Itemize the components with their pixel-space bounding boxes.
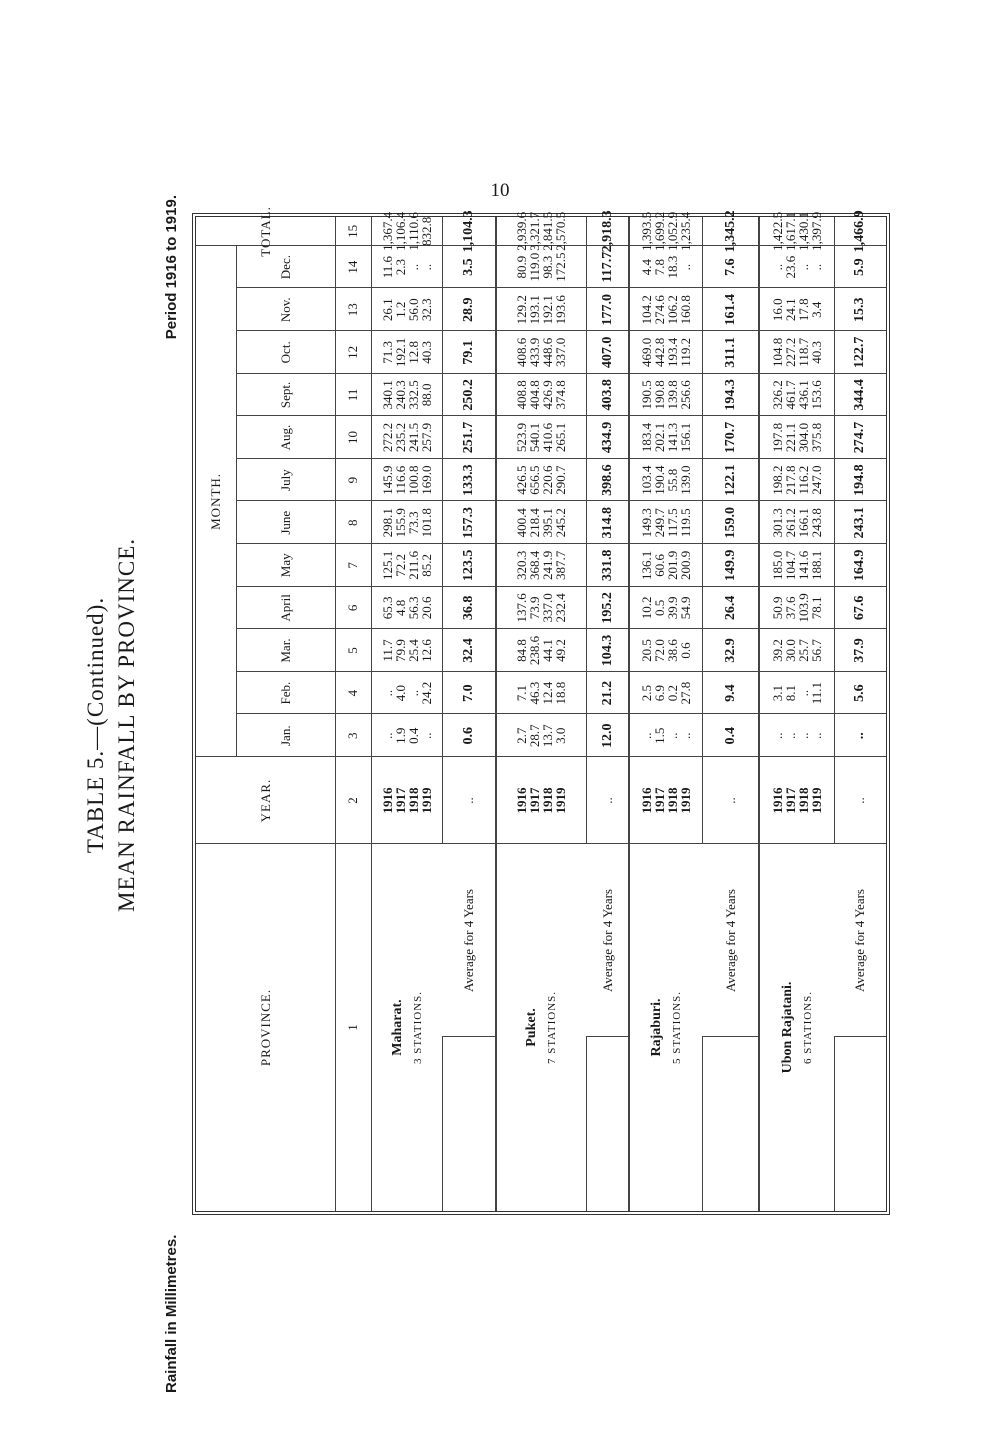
column-number-6: 6: [345, 604, 360, 612]
province-puket: [496, 844, 586, 1211]
month-values-5: 185.0 104.7 141.6 188.1: [769, 550, 824, 580]
period-note: Period 1916 to 1919.: [163, 195, 180, 340]
average-month-10: 79.1: [461, 340, 476, 365]
average-month-4: 67.6: [852, 595, 867, 621]
column-number-8: 8: [345, 519, 360, 526]
month-label-3: Mar.: [277, 638, 293, 663]
average-year: ..: [852, 797, 867, 804]
month-values-5: 320.3 368.4 241.9 387.7: [514, 550, 568, 580]
average-month-4: 195.2: [599, 592, 615, 624]
month-values-10: 104.8 227.2 118.7 40.3: [769, 337, 824, 367]
station-count: 3 STATIONS.: [411, 990, 424, 1065]
month-values-3: 84.8 238.6 44.1 49.2: [514, 635, 568, 666]
average-year: ..: [599, 797, 615, 804]
province-name: Maharat.: [389, 999, 405, 1056]
province-rajaburi: [629, 844, 702, 1211]
average-month-10: 311.1: [722, 336, 738, 368]
month-values-7: 145.9 116.6 100.8 169.0: [379, 465, 434, 495]
average-spacer: [442, 1037, 496, 1211]
month-label-8: Aug.: [277, 424, 293, 451]
month-values-9: 326.2 461.7 436.1 153.6: [769, 380, 824, 410]
average-month-3: 32.4: [461, 638, 476, 663]
month-values-11: 16.0 24.1 17.8 3.4: [769, 298, 824, 322]
page-number: 10: [490, 180, 510, 201]
station-count: 5 STATIONS.: [670, 990, 683, 1065]
average-month-11: 161.4: [722, 293, 738, 326]
average-month-11: 177.0: [599, 293, 615, 326]
total-values: 1,422.5 1,617.1 1,430.1 1,397.9: [769, 211, 824, 251]
average-month-4: 36.8: [461, 595, 476, 621]
year-list: 1916 1917 1918 1919: [769, 787, 824, 814]
units-note: Rainfall in Millimetres.: [163, 1234, 180, 1393]
month-values-4: 137.6 73.9 337.0 232.4: [514, 593, 568, 623]
month-values-4: 10.2 0.5 39.9 54.9: [638, 596, 693, 620]
month-values-2: .. 4.0 .. 24.2: [379, 681, 434, 705]
month-values-10: 469.0 442.8 193.4 119.2: [638, 337, 693, 367]
month-values-11: 129.2 193.1 192.1 193.6: [514, 295, 568, 325]
month-values-1: 2.7 28.7 13.7 3.0: [514, 724, 568, 748]
month-values-3: 20.5 72.0 38.6 0.6: [638, 639, 693, 662]
month-values-5: 125.1 72.2 211.6 85.2: [379, 550, 434, 580]
month-label-4: April: [277, 594, 293, 622]
month-values-9: 340.1 240.3 332.5 88.0: [379, 380, 434, 410]
month-values-3: 11.7 79.9 25.4 12.6: [379, 639, 434, 662]
average-label: Average for 4 Years: [599, 889, 615, 993]
month-values-8: 197.8 221.1 304.0 375.8: [769, 422, 824, 453]
average-spacer: [586, 1037, 629, 1211]
average-month-5: 123.5: [461, 549, 476, 582]
station-count: 6 STATIONS.: [801, 990, 814, 1065]
year-header: YEAR.: [257, 778, 273, 823]
average-month-9: 194.3: [722, 379, 738, 411]
month-values-1: .. 1.5 .. ..: [638, 727, 693, 744]
average-month-6: 159.0: [722, 506, 738, 539]
average-month-6: 243.1: [852, 506, 867, 539]
month-label-2: Feb.: [277, 681, 293, 705]
average-month-8: 434.9: [599, 421, 615, 454]
year-list: 1916 1917 1918 1919: [514, 787, 568, 814]
average-total: 1,104.3: [461, 210, 476, 253]
month-label-7: July: [277, 469, 293, 491]
average-year: ..: [722, 797, 738, 804]
month-label-6: June: [277, 510, 293, 535]
total-header: TOTAL.: [257, 206, 273, 257]
average-month-11: 28.9: [461, 297, 476, 322]
month-values-9: 190.5 190.8 139.8 256.6: [638, 380, 693, 410]
province-header: PROVINCE.: [257, 988, 273, 1067]
rainfall-table: [192, 206, 890, 1215]
average-month-5: 149.9: [722, 549, 738, 582]
column-number-10: 10: [345, 431, 360, 445]
month-values-4: 50.9 37.6 103.9 78.1: [769, 593, 824, 623]
month-label-10: Oct.: [277, 341, 293, 364]
average-month-12: 7.6: [722, 258, 738, 276]
month-values-8: 523.9 540.1 410.6 265.1: [514, 422, 568, 453]
month-values-10: 71.3 192.1 12.8 40.3: [379, 337, 434, 367]
station-count: 7 STATIONS.: [546, 990, 558, 1065]
average-month-3: 32.9: [722, 638, 738, 663]
average-month-9: 250.2: [461, 379, 476, 411]
column-number-12: 12: [345, 345, 360, 359]
month-values-1: .. 1.9 0.4 ..: [379, 727, 434, 744]
average-month-2: 5.6: [852, 684, 867, 702]
month-values-10: 408.6 433.9 448.6 337.0: [514, 337, 568, 367]
province-name: Puket.: [524, 1008, 539, 1047]
average-month-1: 0.4: [722, 726, 738, 745]
column-number-7: 7: [345, 562, 360, 569]
average-total: 2,918.3: [599, 210, 615, 253]
average-month-9: 344.4: [852, 379, 867, 411]
month-values-6: 149.3 249.7 117.5 119.5: [638, 508, 693, 538]
month-label-1: Jan.: [277, 725, 293, 746]
total-values: 2,939.6 3,321.7 2,841.5 2,570.5: [514, 211, 568, 251]
column-number-13: 13: [345, 303, 360, 317]
average-month-7: 194.8: [852, 464, 867, 496]
month-values-9: 408.8 404.8 426.9 374.8: [514, 380, 568, 410]
average-month-12: 3.5: [461, 258, 476, 276]
total-values: 1,367.4 1,106.4 1,110.6 832.8: [379, 211, 434, 251]
average-month-1: 12.0: [599, 723, 615, 748]
month-values-11: 26.1 1.2 56.0 32.3: [379, 298, 434, 322]
average-month-9: 403.8: [599, 379, 615, 411]
average-year: ..: [461, 797, 476, 804]
average-month-7: 133.3: [461, 464, 476, 496]
average-month-12: 117.7: [599, 251, 615, 283]
average-month-4: 26.4: [722, 595, 738, 621]
month-values-8: 183.4 202.1 141.3 156.1: [638, 422, 693, 453]
month-label-12: Dec.: [277, 255, 293, 280]
average-label: Average for 4 Years: [461, 889, 476, 993]
month-label-5: May: [277, 553, 293, 578]
total-values: 1,393.5 1,699.2 1,052.9 1,235.4: [638, 211, 693, 251]
year-list: 1916 1917 1918 1919: [379, 787, 434, 814]
average-total: 1,345.2: [722, 210, 738, 253]
column-number-5: 5: [345, 647, 360, 654]
month-values-1: .. .. .. ..: [769, 732, 824, 739]
column-number-9: 9: [345, 476, 360, 484]
year-list: 1916 1917 1918 1919: [638, 787, 693, 814]
average-spacer: [834, 1037, 886, 1211]
column-number-1: 1: [345, 1024, 360, 1031]
average-label: Average for 4 Years: [852, 889, 867, 993]
month-values-12: 11.6 2.3 .. ..: [379, 255, 434, 279]
average-month-10: 407.0: [599, 336, 615, 369]
column-number-14: 14: [345, 260, 360, 274]
month-label-9: Sept.: [277, 381, 293, 409]
month-values-5: 136.1 60.6 201.9 200.9: [638, 550, 693, 580]
column-number-4: 4: [345, 689, 360, 697]
average-month-10: 122.7: [852, 336, 867, 369]
month-label-11: Nov.: [277, 297, 293, 323]
average-spacer: [702, 1037, 759, 1211]
average-month-6: 157.3: [461, 506, 476, 539]
table-subtitle: MEAN RAINFALL BY PROVINCE.: [114, 538, 139, 912]
month-values-2: 3.1 8.1 .. 11.1: [769, 681, 824, 705]
average-month-8: 251.7: [461, 421, 476, 454]
average-month-11: 15.3: [852, 297, 867, 322]
month-values-12: .. 23.6 .. ..: [769, 255, 824, 279]
average-month-5: 331.8: [599, 549, 615, 582]
column-number-2: 2: [345, 797, 360, 804]
average-month-3: 104.3: [599, 634, 615, 667]
average-month-6: 314.8: [599, 506, 615, 539]
month-values-6: 301.3 261.2 166.1 243.8: [769, 508, 824, 538]
month-values-8: 272.2 235.2 241.5 257.9: [379, 422, 434, 453]
average-month-1: ..: [852, 732, 867, 740]
average-month-1: 0.6: [461, 726, 476, 745]
average-month-8: 274.7: [852, 421, 867, 454]
column-number-11: 11: [345, 388, 360, 402]
month-values-2: 7.1 46.3 12.4 18.8: [514, 681, 568, 705]
average-month-2: 21.2: [599, 680, 615, 706]
average-month-3: 37.9: [852, 638, 867, 663]
month-header: MONTH.: [208, 472, 223, 530]
column-number-15: 15: [345, 224, 360, 238]
month-values-3: 39.2 30.0 25.7 56.7: [769, 639, 824, 662]
average-month-8: 170.7: [722, 421, 738, 454]
month-values-2: 2.5 6.9 0.2 27.8: [638, 681, 693, 705]
average-month-5: 164.9: [852, 549, 867, 582]
month-values-11: 104.2 274.6 106.2 160.8: [638, 295, 693, 325]
province-maharat: [371, 844, 442, 1211]
average-month-7: 122.1: [722, 464, 738, 496]
month-values-7: 426.5 656.5 220.6 290.7: [514, 465, 568, 495]
month-values-6: 400.4 218.4 395.1 245.2: [514, 508, 568, 538]
province-name: Ubon Rajatani.: [779, 981, 795, 1074]
month-values-12: 4.4 7.8 18.3 ..: [638, 255, 693, 279]
table-title: TABLE 5.—(Continued).: [83, 596, 108, 854]
average-total: 1,466.9: [852, 210, 867, 253]
average-label: Average for 4 Years: [722, 889, 738, 993]
average-month-7: 398.6: [599, 464, 615, 496]
average-month-12: 5.9: [852, 258, 867, 276]
month-values-7: 103.4 190.4 55.8 139.0: [638, 465, 693, 495]
month-values-4: 65.3 4.8 56.3 20.6: [379, 596, 434, 620]
province-ubon-rajatani: [759, 844, 834, 1211]
month-values-12: 80.9 119.0 98.3 172.5: [514, 252, 568, 282]
month-values-7: 198.2 217.8 116.2 247.0: [769, 465, 824, 495]
column-number-3: 3: [345, 732, 360, 739]
month-values-6: 298.1 155.9 73.3 101.8: [379, 508, 434, 538]
average-month-2: 9.4: [722, 684, 738, 702]
province-name: Rajaburi.: [648, 998, 664, 1057]
average-month-2: 7.0: [461, 684, 476, 702]
